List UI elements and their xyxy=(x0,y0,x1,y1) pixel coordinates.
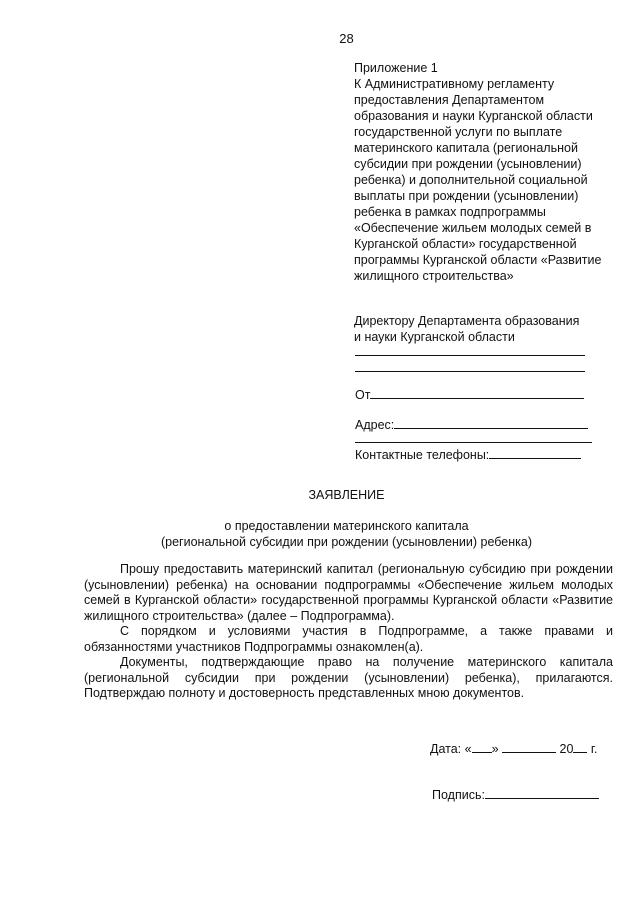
appendix-line: государственной услуги по выплате xyxy=(354,125,563,139)
addressee-blank-line[interactable] xyxy=(355,355,585,356)
appendix-line: предоставления Департаментом xyxy=(354,93,545,107)
appendix-note xyxy=(354,60,629,284)
appendix-line: выплаты при рождении (усыновлении) xyxy=(354,189,579,203)
date-field xyxy=(430,740,597,756)
body-paragraph: Прошу предоставить материнский капитал (региональную субсидию при рождении (усыновлении) ребенка) на основании подпрограммы «Обеспечение жильем молодых семей в Курганской области» государственной программы Курганской области «Развитие жилищного строительства» (далее – Подпрограмма). xyxy=(84,562,613,623)
subtitle-line: о предоставлении материнского капитала xyxy=(224,519,469,533)
date-open-quote: « xyxy=(464,742,472,756)
addressee-line: Директору Департамента образования xyxy=(354,314,580,328)
addressee-blank-line[interactable] xyxy=(355,371,585,372)
address-blank[interactable] xyxy=(394,416,588,429)
phones-field xyxy=(355,446,581,462)
date-day-blank[interactable] xyxy=(472,740,492,753)
date-year-prefix: 20 xyxy=(559,742,574,756)
address-label: Адрес: xyxy=(355,418,395,432)
date-month-blank[interactable] xyxy=(502,740,556,753)
address-field xyxy=(355,416,588,432)
document-subtitle xyxy=(0,518,639,550)
appendix-line: «Обеспечение жильем молодых семей в xyxy=(354,221,592,235)
date-label: Дата: xyxy=(430,742,462,756)
from-field xyxy=(355,386,584,402)
appendix-line: субсидии при рождении (усыновлении) xyxy=(354,157,582,171)
from-label: От xyxy=(355,388,371,402)
subtitle-line: (региональной субсидии при рождении (усыновлении) ребенка) xyxy=(160,535,532,549)
body-paragraph: Документы, подтверждающие право на получение материнского капитала (региональной субсидии при рождении (усыновлении) ребенка), прилагаются. Подтверждаю полноту и достоверность представленных мною документов. xyxy=(84,655,613,700)
application-body xyxy=(84,562,613,702)
addressee-block xyxy=(354,313,579,345)
signature-field xyxy=(432,786,599,802)
appendix-line: ребенка) и дополнительной социальной xyxy=(354,173,588,187)
appendix-line: материнского капитала (региональной xyxy=(354,141,578,155)
appendix-line: жилищного строительства» xyxy=(354,269,514,283)
body-paragraph: С порядком и условиями участия в Подпрограмме, а также правами и обязанностями участников Подпрограммы ознакомлен(а). xyxy=(84,624,613,654)
appendix-line: К Административному регламенту xyxy=(354,77,555,91)
page-number: 28 xyxy=(339,31,354,46)
document-title: ЗАЯВЛЕНИЕ xyxy=(308,488,385,502)
appendix-line: Курганской области» государственной xyxy=(354,237,577,251)
date-year-blank[interactable] xyxy=(573,740,587,753)
appendix-line: Приложение 1 xyxy=(354,61,438,75)
appendix-line: ребенка в рамках подпрограммы xyxy=(354,205,546,219)
signature-blank[interactable] xyxy=(485,786,599,799)
phones-blank[interactable] xyxy=(489,446,581,459)
appendix-line: образования и науки Курганской области xyxy=(354,109,593,123)
address-blank-line[interactable] xyxy=(355,442,592,443)
appendix-line: программы Курганской области «Развитие xyxy=(354,253,602,267)
from-blank[interactable] xyxy=(370,386,584,399)
signature-label: Подпись: xyxy=(432,788,485,802)
addressee-line: и науки Курганской области xyxy=(354,330,515,344)
date-close-quote: » xyxy=(491,742,499,756)
date-year-suffix: г. xyxy=(590,742,598,756)
phones-label: Контактные телефоны: xyxy=(355,448,490,462)
